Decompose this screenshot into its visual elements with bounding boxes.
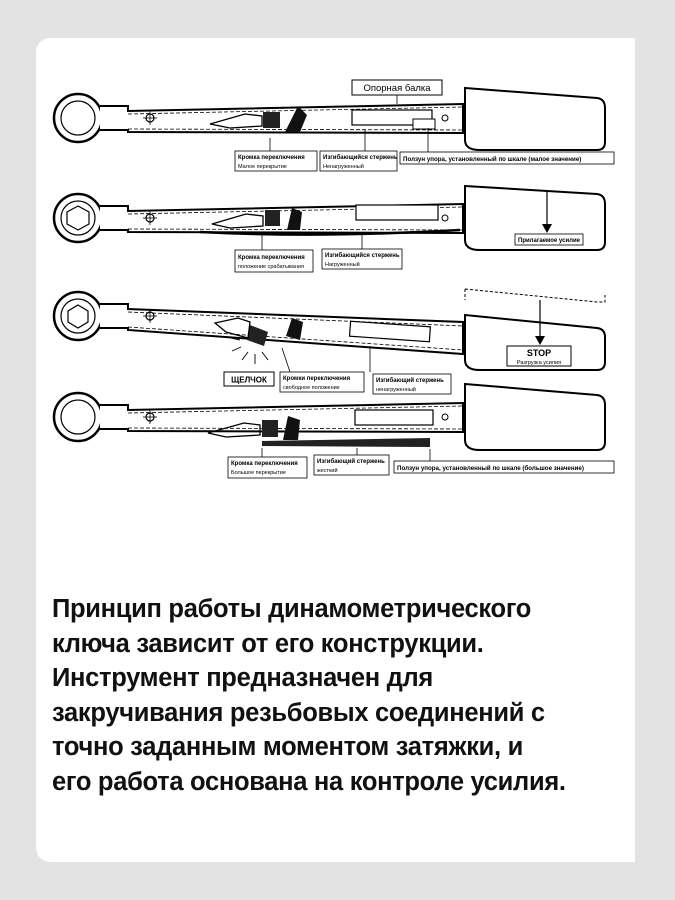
switch-edge-title-4: Кромка переключения bbox=[231, 461, 298, 467]
wrench-panel-4 bbox=[54, 384, 614, 478]
slider-label-4: Ползун упора, установленный по шкале (большое значение) bbox=[397, 465, 584, 472]
bending-rod-state-1: Ненагруженный bbox=[323, 164, 364, 170]
switch-block bbox=[265, 210, 280, 226]
click-label: ЩЕЛЧОК bbox=[231, 375, 267, 385]
support-beam-label: Опорная балка bbox=[363, 83, 431, 94]
bending-rod-state-2: Нагруженный bbox=[325, 262, 360, 268]
switch-block bbox=[262, 420, 278, 437]
switch-edge-state-3: свободное положение bbox=[283, 385, 340, 391]
bending-rod bbox=[356, 205, 438, 220]
bending-rod bbox=[355, 410, 433, 425]
switch-edge-state-1: Малое перекрытие bbox=[238, 164, 287, 170]
applied-force-label: Прилагаемое усилие bbox=[518, 238, 580, 244]
bending-rod-title-3: Изгибающий стержень bbox=[376, 378, 444, 384]
slider-label-1: Ползун упора, установленный по шкале (малое значение) bbox=[403, 156, 582, 163]
wrench-panel-1 bbox=[54, 80, 614, 171]
wrench-panel-3 bbox=[54, 289, 605, 394]
wrench-panel-2 bbox=[54, 186, 605, 272]
switch-edge-state-4: Большое перекрытие bbox=[231, 470, 286, 476]
caption-line: закручивания резьбовых соединений с bbox=[52, 698, 545, 727]
stop-label: STOP bbox=[526, 348, 552, 358]
caption-line: ключа зависит от его конструкции. bbox=[52, 629, 484, 658]
caption-line: его работа основана на контроле усилия. bbox=[52, 767, 566, 796]
bending-rod-title-1: Изгибающийся стержень bbox=[323, 155, 398, 161]
switch-edge-title-1: Кромка переключения bbox=[238, 155, 305, 161]
caption-line: точно заданным моментом затяжки, и bbox=[52, 733, 523, 761]
switch-edge-title-2: Кромка переключения bbox=[238, 255, 305, 261]
switch-edge-title-3: Кромки переключения bbox=[283, 376, 351, 382]
bending-rod-title-4: Изгибающий стержень bbox=[317, 459, 385, 465]
switch-edge-state-2: положение срабатывания bbox=[238, 264, 304, 270]
bending-rod-title-2: Изгибающийся стержень bbox=[325, 253, 400, 259]
bending-rod-state-4: жесткий bbox=[317, 468, 338, 474]
caption-line: Принцип работы динамометрического bbox=[52, 595, 532, 623]
caption-line: Инструмент предназначен для bbox=[52, 664, 434, 692]
stop-sub-label: Разгрузка усилия bbox=[516, 360, 562, 366]
caption bbox=[52, 592, 622, 799]
bending-rod-state-3: ненагруженный bbox=[376, 387, 416, 393]
switch-block bbox=[263, 112, 280, 128]
